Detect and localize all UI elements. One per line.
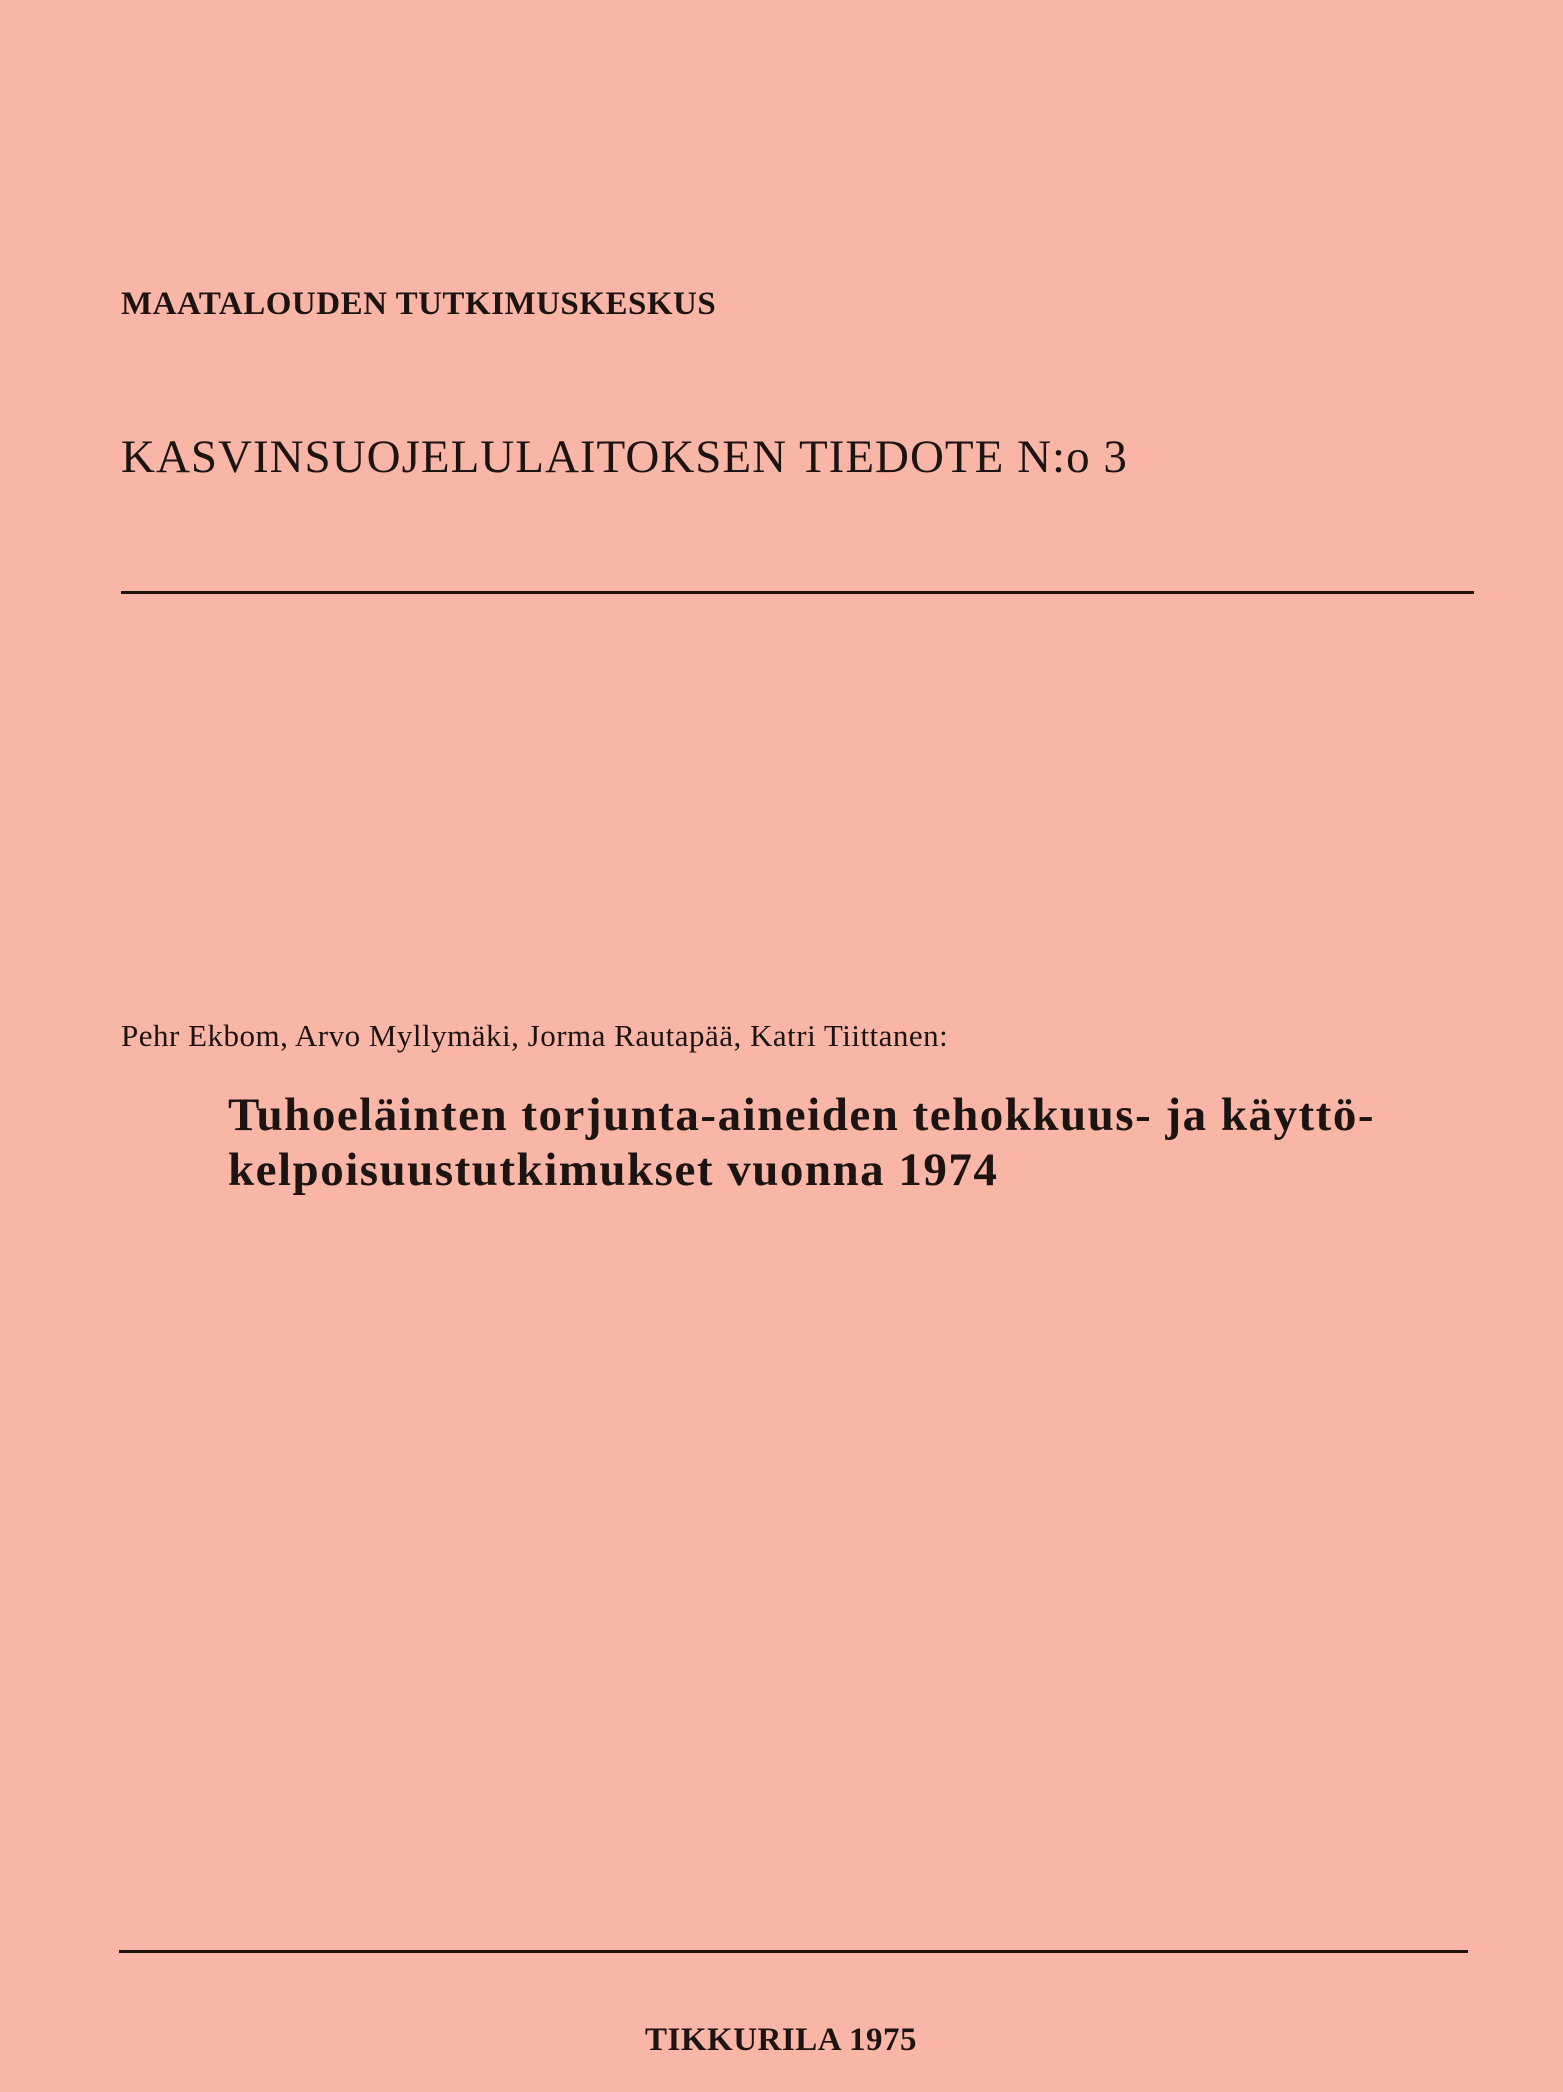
authors-line: Pehr Ekbom, Arvo Myllymäki, Jorma Rautapää, Katri Tiittanen: xyxy=(121,1018,949,1053)
series-title: KASVINSUOJELULAITOKSEN TIEDOTE N:o 3 xyxy=(121,431,1128,483)
bottom-divider xyxy=(119,1950,1468,1953)
top-divider xyxy=(121,591,1474,594)
institution-name: MAATALOUDEN TUTKIMUSKESKUS xyxy=(121,286,717,322)
title-line-1: Tuhoeläinten torjunta-aineiden tehokkuus- ja käyttö- xyxy=(228,1089,1375,1141)
title-line-2: kelpoisuustutkimukset vuonna 1974 xyxy=(228,1144,999,1196)
publication-title xyxy=(228,1088,1478,1198)
imprint-place-year: TIKKURILA 1975 xyxy=(645,2022,917,2058)
